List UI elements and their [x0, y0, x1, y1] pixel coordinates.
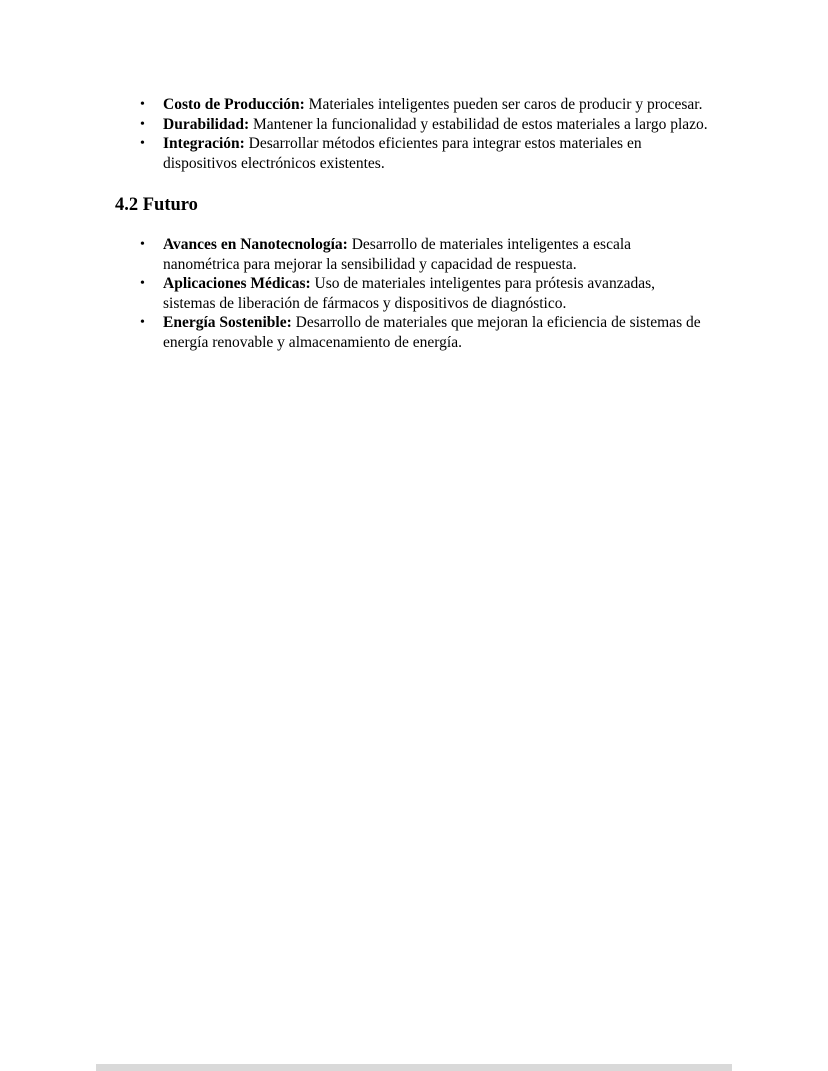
list-item-label: Durabilidad: [163, 115, 250, 133]
list-item-body: Desarrollo de materiales inteligentes a escala nanométrica para mejorar la sensibilidad y capacidad de respuesta. [163, 236, 632, 273]
list-item [115, 115, 711, 135]
list-item-text [163, 313, 711, 352]
list-item-body: Desarrollo de materiales que mejoran la eficiencia de sistemas de energía renovable y almacenamiento de energía. [163, 314, 701, 351]
list-item-label: Costo de Producción: [163, 96, 305, 113]
list-item-label: Avances en Nanotecnología: [163, 236, 348, 253]
list-item-body: Desarrollar métodos eficientes para integrar estos materiales en dispositivos electrónicos existentes. [163, 135, 642, 172]
bullet-icon: • [140, 315, 145, 330]
list-item-text [163, 235, 711, 274]
future-bullet-list [115, 235, 711, 352]
list-item-text [163, 274, 711, 313]
list-item [115, 95, 711, 115]
bullet-icon: • [140, 237, 145, 252]
list-item [115, 313, 711, 352]
list-item-label: Aplicaciones Médicas: [163, 275, 311, 292]
list-item-text [163, 95, 711, 115]
section-heading: 4.2 Futuro [115, 195, 198, 215]
page-break-separator [96, 1064, 732, 1071]
bullet-icon: • [140, 136, 145, 151]
list-item-body: Mantener la funcionalidad y estabilidad de estos materiales a largo plazo. [249, 115, 708, 133]
bullet-icon: • [140, 97, 145, 112]
list-item-body: Uso de materiales inteligentes para prótesis avanzadas, sistemas de liberación de fármacos y dispositivos de diagnóstico. [163, 275, 655, 312]
list-item-text [163, 134, 711, 173]
list-item-body: Materiales inteligentes pueden ser caros de producir y procesar. [304, 96, 703, 113]
list-item-label: Integración: [163, 135, 245, 152]
list-item-text [163, 115, 711, 135]
bullet-icon: • [140, 276, 145, 291]
bullet-icon: • [140, 116, 145, 132]
list-item-label: Energía Sostenible: [163, 314, 292, 331]
list-item [115, 235, 711, 274]
list-item [115, 274, 711, 313]
list-item [115, 134, 711, 173]
challenges-bullet-list [115, 95, 711, 173]
